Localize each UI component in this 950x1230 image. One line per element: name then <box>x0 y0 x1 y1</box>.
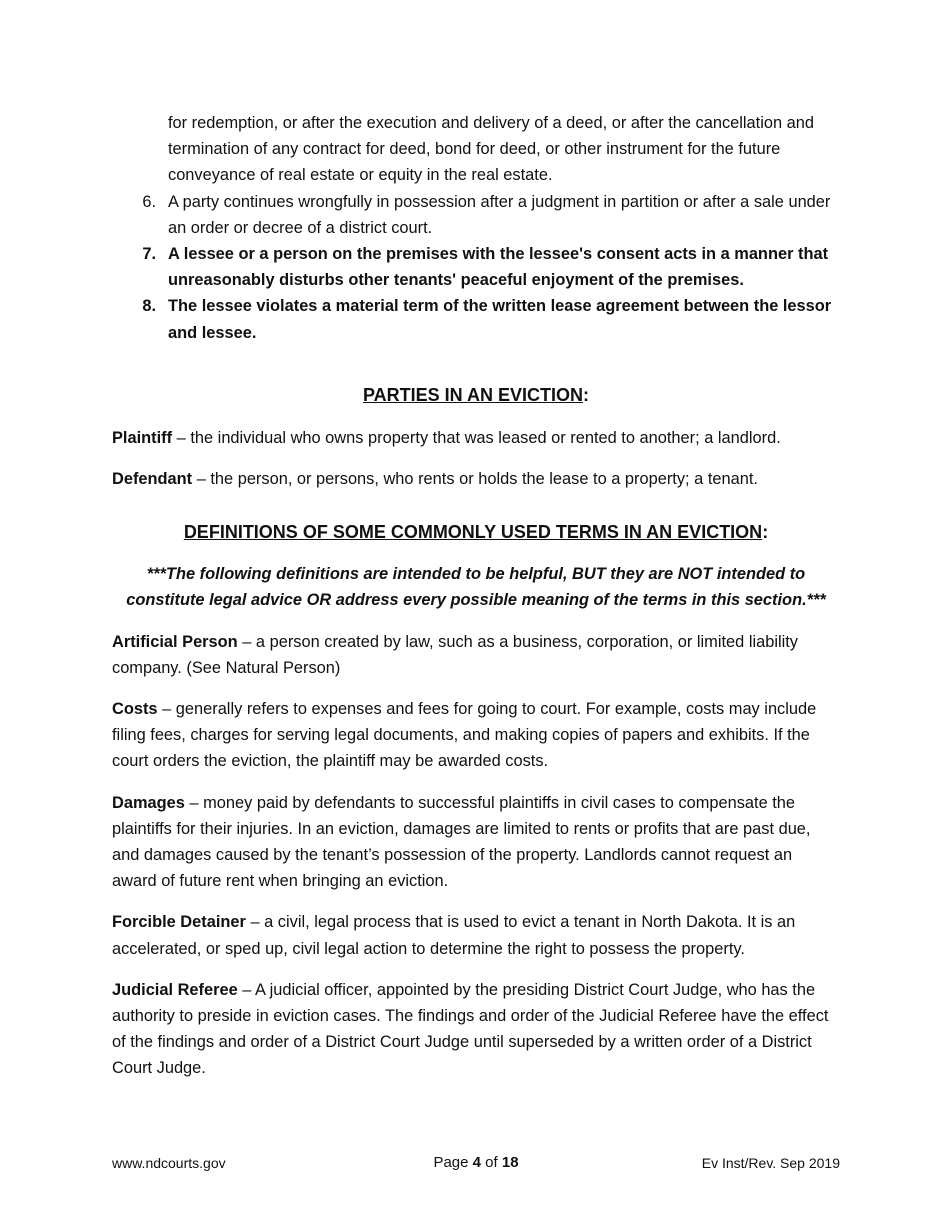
term-text: – the individual who owns property that was leased or rented to another; a landlord. <box>172 428 781 447</box>
defendant-definition <box>112 466 840 492</box>
definition-entry <box>112 696 840 775</box>
term-text: – a civil, legal process that is used to evict a tenant in North Dakota. It is an accelerated, or sped up, civil legal action to determine the right to possess the property. <box>112 913 796 958</box>
term-label: Costs <box>112 700 158 719</box>
term-label: Forcible Detainer <box>112 913 246 932</box>
page-of: of <box>481 1154 502 1171</box>
parties-heading <box>112 382 840 408</box>
list-number: 8. <box>142 297 156 316</box>
definitions-heading-text: DEFINITIONS OF SOME COMMONLY USED TERMS IN AN EVICTION <box>183 522 763 543</box>
plaintiff-definition <box>112 425 840 451</box>
list-text: A lessee or a person on the premises with the lessee's consent acts in a manner that unreasonably disturbs other tenants' peaceful enjoyment of the premises. <box>168 245 829 290</box>
list-text: A party continues wrongfully in possession after a judgment in partition or after a sale under an order or decree of a district court. <box>168 192 831 237</box>
list-text: The lessee violates a material term of the written lease agreement between the lessor and lessee. <box>168 297 832 342</box>
term-label: Artificial Person <box>112 632 238 651</box>
list-item <box>112 241 840 293</box>
term-text: – the person, or persons, who rents or holds the lease to a property; a tenant. <box>192 470 758 489</box>
list-item <box>112 189 840 241</box>
list-continuation: for redemption, or after the execution and delivery of a deed, or after the cancellation and termination of any contract for deed, bond for deed, or other instrument for the future conveyance of real estate or equity in the real estate. <box>168 114 815 185</box>
term-text: – A judicial officer, appointed by the presiding District Court Judge, who has the authority to preside in eviction cases. The findings and order of the Judicial Referee have the effect of the findings and order of a District Court Judge until superseded by a written order of a District Court Judge. <box>112 980 829 1078</box>
footer-revision: Ev Inst/Rev. Sep 2019 <box>701 1155 840 1171</box>
document-page <box>112 110 840 1082</box>
disclaimer-line: constitute legal advice OR address every possible meaning of the terms in this section.*** <box>126 591 826 610</box>
term-text: – generally refers to expenses and fees for going to court. For example, costs may include filing fees, charges for serving legal documents, and making copies of papers and exhibits. If the court orders the eviction, the plaintiff may be awarded costs. <box>112 700 817 771</box>
definition-entry <box>112 790 840 895</box>
total-pages: 18 <box>501 1154 519 1171</box>
page-prefix: Page <box>433 1154 473 1171</box>
list-number: 7. <box>142 245 156 264</box>
disclaimer-note <box>112 561 840 613</box>
term-label: Damages <box>112 793 185 812</box>
definition-entry <box>112 909 840 961</box>
current-page: 4 <box>472 1154 481 1171</box>
definition-entry <box>112 977 840 1082</box>
page-footer <box>112 1152 840 1174</box>
definition-entry <box>112 629 840 681</box>
heading-colon: : <box>762 522 769 543</box>
footer-website: www.ndcourts.gov <box>112 1155 226 1171</box>
disclaimer-line: ***The following definitions are intended to be helpful, BUT they are NOT intended to <box>146 565 806 584</box>
term-text: – a person created by law, such as a business, corporation, or limited liability company. (See Natural Person) <box>112 632 799 677</box>
list-item <box>112 293 840 345</box>
term-label: Judicial Referee <box>112 980 238 999</box>
term-label: Plaintiff <box>112 428 173 447</box>
term-label: Defendant <box>112 470 193 489</box>
heading-colon: : <box>583 384 590 405</box>
definitions-heading <box>112 519 840 545</box>
list-number: 6. <box>142 192 156 211</box>
term-text: – money paid by defendants to successful plaintiffs in civil cases to compensate the plaintiffs for their injuries. In an eviction, damages are limited to rents or profits that are past due, and damages caused by the tenant’s possession of the property. Landlords cannot request an award of future rent when bringing an eviction. <box>112 793 811 891</box>
parties-heading-text: PARTIES IN AN EVICTION <box>362 384 584 405</box>
